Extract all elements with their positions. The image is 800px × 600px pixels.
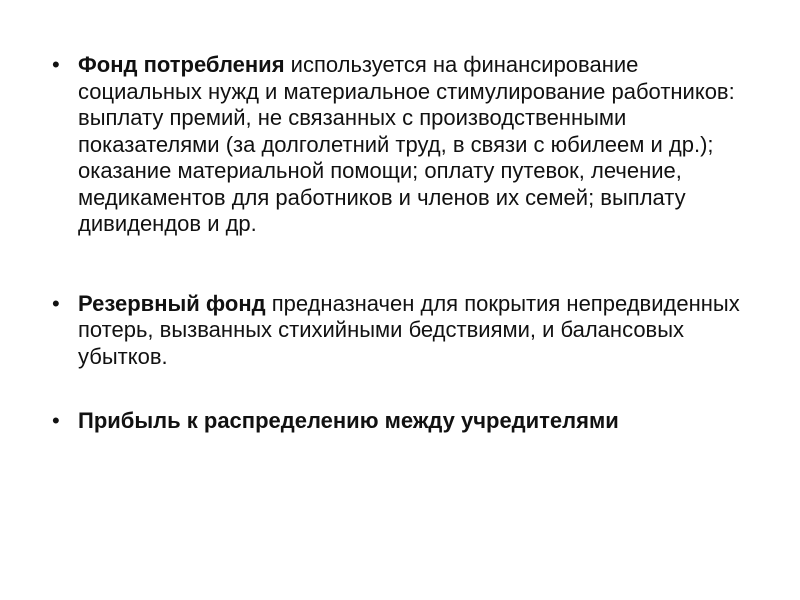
list-item-consumption-fund [48,52,768,238]
item-text: предназначен для покрытия непредвиденных потерь, вызванных стихийными бедствиями, и балансовых убытков. [78,290,740,369]
bullet-list [48,52,768,435]
item-heading: Фонд потребления [78,52,291,77]
item-heading: Резервный фонд [78,290,266,316]
list-item-reserve-fund [48,291,768,371]
list-item-profit-distribution [48,408,768,435]
item-heading: Прибыль к распределению между учредителями [78,408,619,433]
bullet-icon: • [52,290,60,316]
item-text: используется на финансирование социальных нужд и материальное стимулирование работников: выплату премий, не связанных с производственными показателями (за долголетний труд, в связи с юбилеем и др.); оказание материальной помощи; оплату путевок, лечение, медикаментов для работников и членов их семей; выплату дивидендов и др. [78,52,735,236]
bullet-icon: • [52,52,60,77]
bullet-icon: • [52,408,60,433]
